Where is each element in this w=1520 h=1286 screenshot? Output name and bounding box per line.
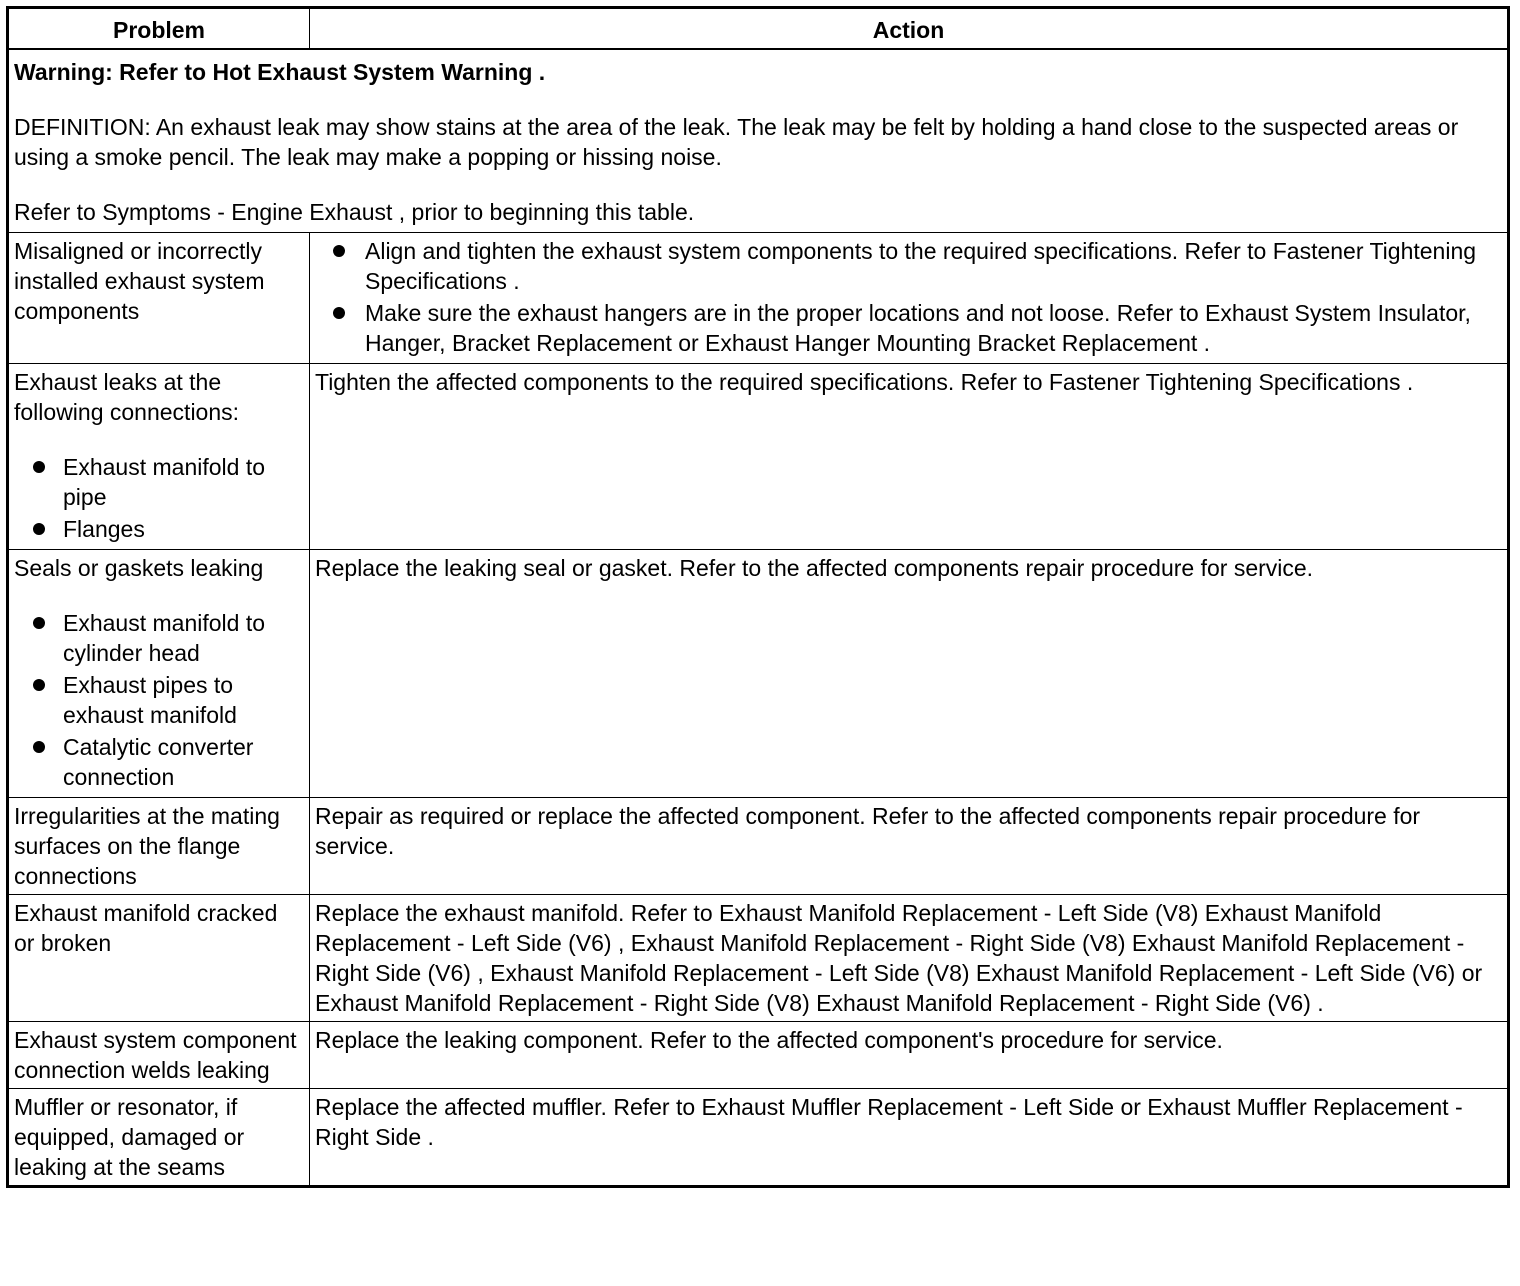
warning-text: Warning: Refer to Hot Exhaust System Warning .: [14, 59, 546, 85]
table-row: [8, 1089, 1509, 1187]
problem-cell: Muffler or resonator, if equipped, damaged or leaking at the seams: [8, 1089, 310, 1187]
action-cell: Tighten the affected components to the required specifications. Refer to Fastener Tightening Specifications .: [310, 364, 1509, 550]
definition-text: DEFINITION: An exhaust leak may show stains at the area of the leak. The leak may be felt by holding a hand close to the suspected areas or using a smoke pencil. The leak may make a popping or hissing noise.: [14, 114, 1459, 170]
intro-row: [8, 49, 1509, 233]
problem-bullet-list: [14, 608, 303, 792]
action-bullet-list: [315, 236, 1501, 358]
action-bullet: Make sure the exhaust hangers are in the proper locations and not loose. Refer to Exhaust System Insulator, Hanger, Bracket Replacement or Exhaust Hanger Mounting Bracket Replacement .: [315, 298, 1501, 358]
problem-text: Exhaust leaks at the following connections:: [14, 369, 240, 425]
document-page: [6, 6, 1507, 1188]
table-row: [8, 798, 1509, 895]
action-cell: Replace the exhaust manifold. Refer to Exhaust Manifold Replacement - Left Side (V8) Exhaust Manifold Replacement - Left Side (V6) , Exhaust Manifold Replacement - Right Side (V8) Exhaust Manifold Replacement - Right Side (V6) , Exhaust Manifold Replacement - Left Side (V8) Exhaust Manifold Replacement - Left Side (V6) or Exhaust Manifold Replacement - Right Side (V8) Exhaust Manifold Replacement - Right Side (V6) .: [310, 895, 1509, 1022]
table-row: [8, 1022, 1509, 1089]
problem-bullet: Exhaust manifold to cylinder head: [14, 608, 303, 668]
table-header-row: [8, 8, 1509, 50]
table-row: [8, 895, 1509, 1022]
table-row: [8, 364, 1509, 550]
problem-bullet: Catalytic converter connection: [14, 732, 303, 792]
refer-text: Refer to Symptoms - Engine Exhaust , prior to beginning this table.: [14, 199, 695, 225]
problem-cell: Irregularities at the mating surfaces on the flange connections: [8, 798, 310, 895]
diagnostic-table: [6, 6, 1510, 1188]
action-cell: [310, 233, 1509, 364]
action-cell: Replace the leaking seal or gasket. Refer to the affected components repair procedure for service.: [310, 550, 1509, 798]
action-cell: Repair as required or replace the affected component. Refer to the affected components repair procedure for service.: [310, 798, 1509, 895]
column-header-action: Action: [310, 8, 1509, 50]
table-row: [8, 233, 1509, 364]
problem-cell: Misaligned or incorrectly installed exhaust system components: [8, 233, 310, 364]
action-cell: Replace the leaking component. Refer to the affected component's procedure for service.: [310, 1022, 1509, 1089]
problem-bullet: Exhaust manifold to pipe: [14, 452, 303, 512]
action-cell: Replace the affected muffler. Refer to Exhaust Muffler Replacement - Left Side or Exhaust Muffler Replacement - Right Side .: [310, 1089, 1509, 1187]
problem-text: Seals or gaskets leaking: [14, 555, 264, 581]
action-bullet: Align and tighten the exhaust system components to the required specifications. Refer to Fastener Tightening Specifications .: [315, 236, 1501, 296]
intro-cell: [8, 49, 1509, 233]
problem-bullet: Flanges: [14, 514, 303, 544]
column-header-problem: Problem: [8, 8, 310, 50]
problem-cell: [8, 364, 310, 550]
problem-cell: Exhaust manifold cracked or broken: [8, 895, 310, 1022]
problem-cell: [8, 550, 310, 798]
problem-bullet: Exhaust pipes to exhaust manifold: [14, 670, 303, 730]
problem-bullet-list: [14, 452, 303, 544]
problem-cell: Exhaust system component connection welds leaking: [8, 1022, 310, 1089]
table-row: [8, 550, 1509, 798]
